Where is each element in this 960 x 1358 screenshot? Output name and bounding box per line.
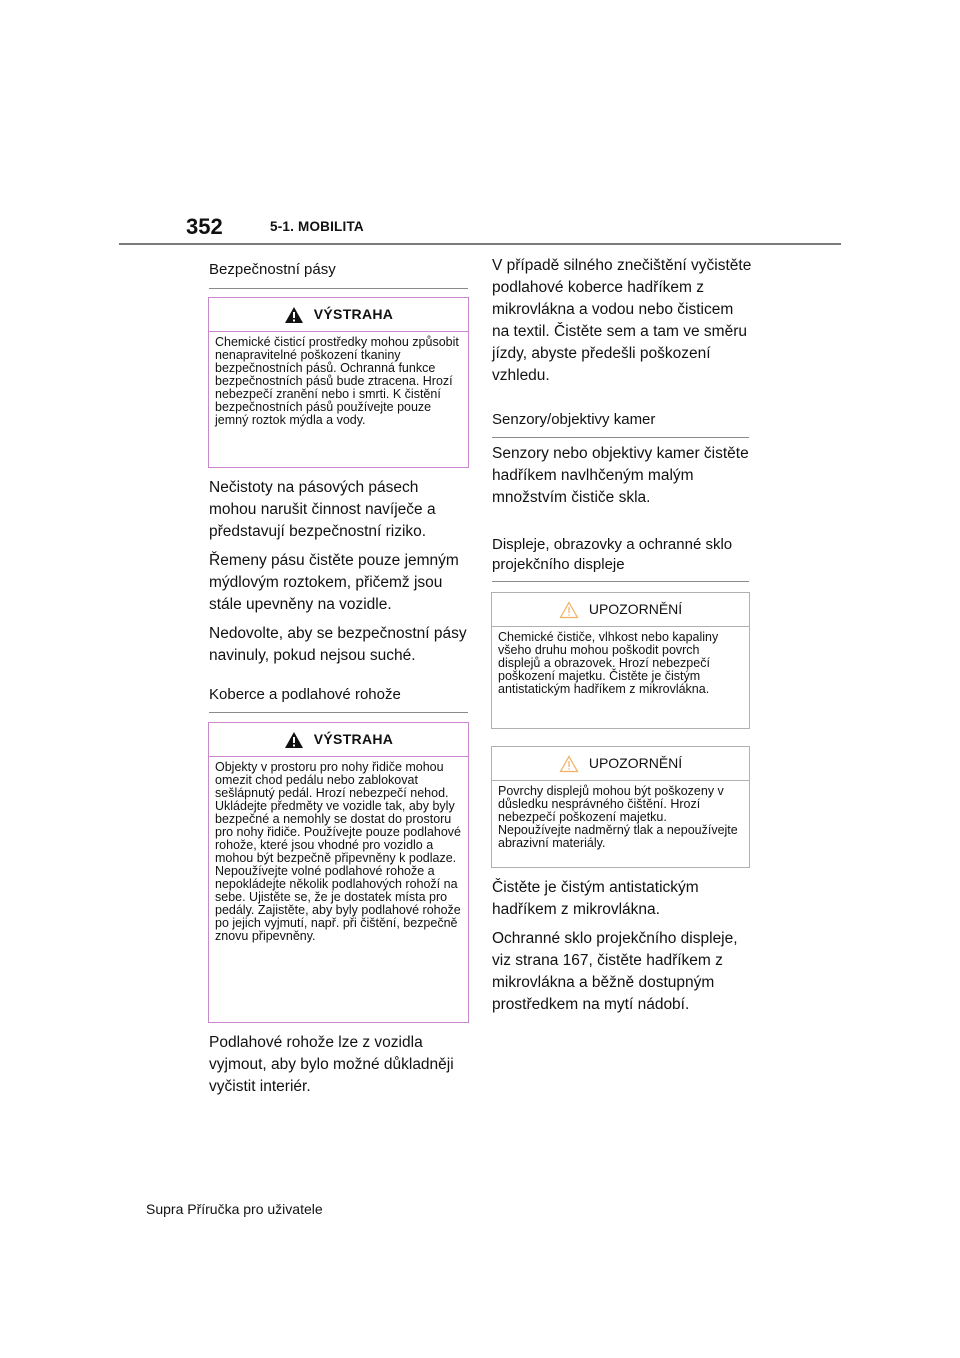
- seat-belts-paragraphs: [209, 477, 469, 674]
- caution-box-displays-chemicals: [491, 592, 750, 729]
- warning-header: [209, 298, 468, 332]
- caution-triangle-icon: [559, 755, 579, 773]
- sensors-paragraphs: [492, 443, 754, 516]
- warning-title: VÝSTRAHA: [313, 731, 394, 747]
- paragraph: Ochranné sklo projekčního displeje, viz strana 167, čistěte hadříkem z mikrovlákna a běžně dostupným prostředkem na mytí nádobí.: [492, 930, 738, 1013]
- warning-triangle-icon: [284, 306, 304, 324]
- warning-box-seat-belts: [208, 297, 469, 468]
- floor-mats-paragraphs: [209, 1032, 469, 1105]
- display-cleaning-paragraphs: [492, 877, 754, 1023]
- section-title: 5-1. MOBILITA: [270, 219, 364, 234]
- caution-header: [492, 593, 749, 627]
- caution-title: UPOZORNĚNÍ: [588, 755, 683, 771]
- paragraph: Nedovolte, aby se bezpečnostní pásy navinuly, pokud nejsou suché.: [209, 625, 467, 664]
- caution-triangle-icon: [559, 601, 579, 619]
- warning-triangle-icon: [284, 731, 304, 749]
- subheading-sensors: Senzory/objektivy kamer: [492, 410, 749, 438]
- warning-text: Chemické čisticí prostředky mohou způsobit nenapravitelné poškození tkaniny bezpečnostních pásů. Ochranná funkce bezpečnostních pásů bude ztracena. Hrozí nebezpečí zranění nebo i smrti. K čistění bezpečnostních pásů používejte pouze jemný roztok mýdla a vody.: [215, 335, 459, 427]
- warning-box-floor-mats: [208, 722, 469, 1023]
- page-number: 352: [186, 214, 223, 239]
- caution-title: UPOZORNĚNÍ: [588, 601, 683, 617]
- warning-text: Objekty v prostoru pro nohy řidiče mohou omezit chod pedálu nebo zablokovat sešlápnutý pedál. Hrozí nebezpečí nehod. Ukládejte předměty ve vozidle tak, aby byly bezpečné a nemohly se dostat do prostoru pro nohy řidiče. Používejte pouze podlahové rohože, které jsou vhodné pro vozidlo a mohou být bezpečně připevněny k podlaze. Nepoužívejte volné podlahové rohože a nepokládejte několik podlahových rohoží na sebe. Ujistěte se, že je dostatek místa pro pedály. Zajistěte, aby byly podlahové rohože po jejich vyjmutí, např. při čištění, bezpečně znovu připevněny.: [215, 760, 461, 943]
- paragraph: Řemeny pásu čistěte pouze jemným mýdlovým roztokem, přičemž jsou stále upevněny na vozidle.: [209, 552, 459, 613]
- paragraph: Senzory nebo objektivy kamer čistěte hadříkem navlhčeným malým množstvím čističe skla.: [492, 445, 749, 506]
- caution-header: [492, 747, 749, 781]
- header-divider: [119, 243, 841, 245]
- footer-manual-title: Supra Příručka pro uživatele: [146, 1201, 323, 1217]
- subheading-carpets: Koberce a podlahové rohože: [209, 685, 468, 713]
- warning-header: [209, 723, 468, 757]
- carpet-cleaning-paragraphs: [492, 255, 752, 394]
- subheading-seat-belts: Bezpečnostní pásy: [209, 260, 468, 289]
- caution-text: Chemické čističe, vlhkost nebo kapaliny všeho druhu mohou poškodit povrch displejů a obrazovek. Hrozí nebezpečí poškození majetku. Čistěte je čistým antistatickým hadříkem z mikrovlákna.: [498, 630, 719, 696]
- warning-title: VÝSTRAHA: [313, 306, 394, 322]
- caution-box-displays-cleaning: [491, 746, 750, 868]
- caution-text: Povrchy displejů mohou být poškozeny v důsledku nesprávného čištění. Hrozí nebezpečí poškození majetku. Nepoužívejte nadměrný tlak a nepoužívejte abrazivní materiály.: [498, 784, 738, 850]
- paragraph: V případě silného znečištění vyčistěte podlahové koberce hadříkem z mikrovlákna a vodou nebo čisticem na textil. Čistěte sem a tam ve směru jízdy, abyste předešli poškození vzhledu.: [492, 257, 752, 384]
- paragraph: Podlahové rohože lze z vozidla vyjmout, aby bylo možné důkladněji vyčistit interiér.: [209, 1034, 454, 1095]
- subheading-displays: Displeje, obrazovky a ochranné sklo projekčního displeje: [492, 535, 749, 582]
- paragraph: Nečistoty na pásových pásech mohou narušit činnost navíječe a představují bezpečnostní riziko.: [209, 479, 436, 540]
- paragraph: Čistěte je čistým antistatickým hadříkem z mikrovlákna.: [492, 879, 699, 918]
